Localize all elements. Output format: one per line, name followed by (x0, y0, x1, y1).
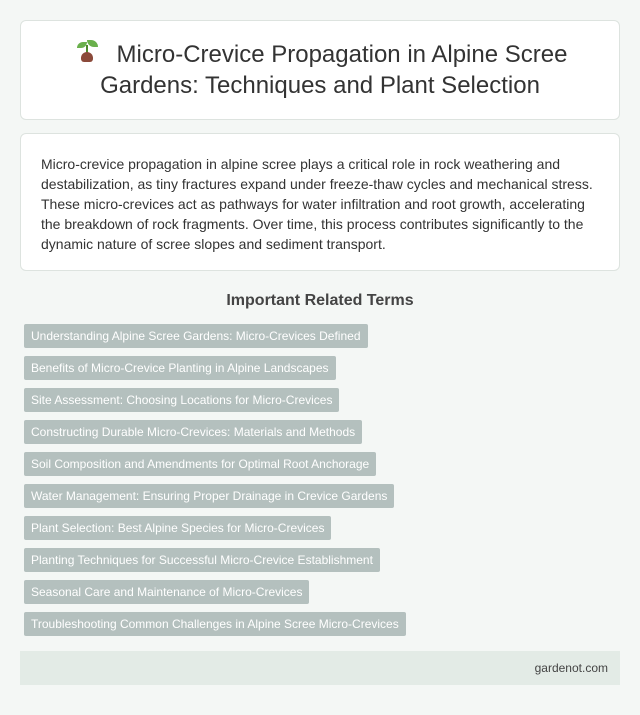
summary-text: Micro-crevice propagation in alpine scree plays a critical role in rock weathering and destabilization, as tiny fractures expand under freeze-thaw cycles and mechanical stress. These micro-crevices act as pathways for water infiltration and root growth, accelerating the breakdown of rock fragments. Over time, this process contributes significantly to the dynamic nature of scree slopes and sediment transport. (41, 156, 593, 252)
related-term-tag[interactable]: Plant Selection: Best Alpine Species for Micro-Crevices (24, 516, 331, 540)
related-terms-list (24, 324, 620, 644)
related-term-tag[interactable]: Constructing Durable Micro-Crevices: Materials and Methods (24, 420, 362, 444)
footer (20, 651, 620, 685)
related-term-tag[interactable]: Water Management: Ensuring Proper Drainage in Crevice Gardens (24, 484, 394, 508)
related-term-tag[interactable]: Seasonal Care and Maintenance of Micro-Crevices (24, 580, 309, 604)
related-term-tag[interactable]: Planting Techniques for Successful Micro-Crevice Establishment (24, 548, 380, 572)
related-term-tag[interactable]: Benefits of Micro-Crevice Planting in Alpine Landscapes (24, 356, 336, 380)
footer-site-link[interactable]: gardenot.com (534, 661, 608, 675)
page-title (51, 39, 589, 101)
related-term-tag[interactable]: Understanding Alpine Scree Gardens: Micro-Crevices Defined (24, 324, 368, 348)
related-term-tag[interactable]: Soil Composition and Amendments for Optimal Root Anchorage (24, 452, 376, 476)
page-title-text: Micro-Crevice Propagation in Alpine Scree Gardens: Techniques and Plant Selection (100, 41, 568, 99)
summary-card (20, 133, 620, 271)
related-terms-heading: Important Related Terms (226, 292, 414, 309)
title-card (20, 20, 620, 120)
related-term-tag[interactable]: Site Assessment: Choosing Locations for Micro-Crevices (24, 388, 339, 412)
related-term-tag[interactable]: Troubleshooting Common Challenges in Alpine Scree Micro-Crevices (24, 612, 406, 636)
seedling-icon (73, 40, 99, 64)
